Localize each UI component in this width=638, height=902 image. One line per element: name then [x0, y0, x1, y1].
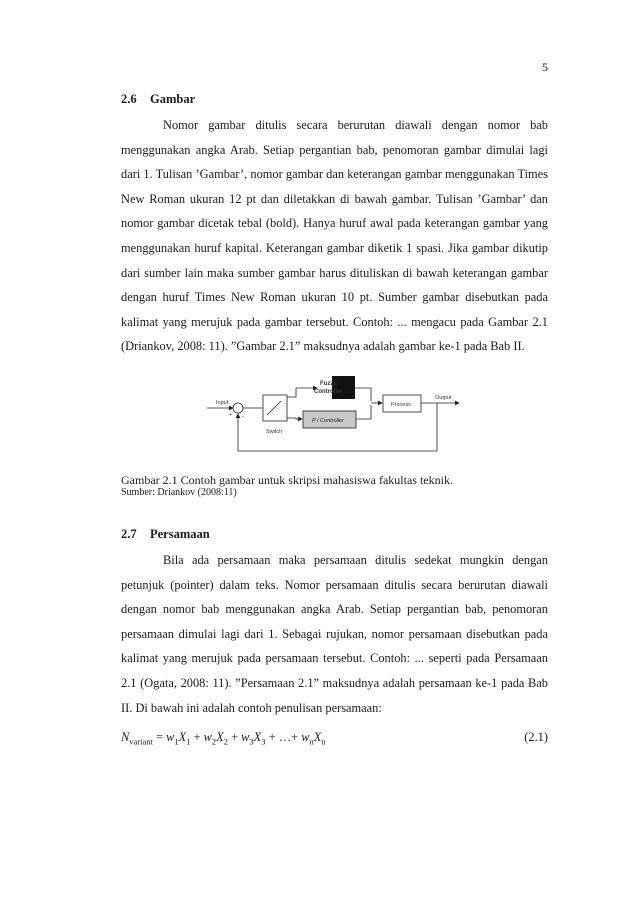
label-minus: -	[242, 413, 244, 420]
page-number: 5	[542, 60, 548, 74]
label-input: Input	[216, 399, 229, 406]
eq-var: X	[216, 730, 224, 745]
eq-sub: 1	[174, 736, 179, 747]
eq-sub: 3	[249, 736, 254, 747]
eq-weight: w	[301, 730, 310, 745]
label-fuzzy-2: Controller	[314, 388, 343, 395]
eq-sub: n	[309, 736, 314, 747]
eq-var: X	[178, 730, 187, 745]
eq-sub: 1	[186, 736, 191, 747]
eq-lhs-sub: variant	[129, 736, 153, 747]
section-number: 2.6	[121, 92, 137, 106]
paragraph-gambar: Nomor gambar ditulis secara berurutan diawali dengan nomor bab menggunakan angka Arab. Setiap pergantian bab, penomoran gambar dimulai lagi dari 1. Tulisan ’Gambar’, nomor gambar dan keterangan gambar menggunakan Times New Roman ukuran 12 pt dan diletakkan di bawah gambar. Tulisan ’Gambar’ dan nomor gambar dicetak tebal (bold). Hanya huruf awal pada keterangan gambar yang menggunakan huruf kapital. Keterangan gambar diketik 1 spasi. Jika gambar dikutip dari sumber lain maka sumber gambar harus dituliskan di bawah keterangan gambar dengan huruf Times New Roman ukuran 10 pt. Sumber gambar disebutkan pada kalimat yang merujuk pada gambar tersebut. Contoh: ... mengacu pada Gambar 2.1 (Driankov, 2008: 11). ”Gambar 2.1” maksudnya adalah gambar ke-1 pada Bab II.	[121, 118, 548, 354]
label-plus: +	[229, 411, 233, 418]
figure-block-diagram	[121, 371, 548, 463]
eq-weight: w	[203, 730, 212, 745]
eq-ellipsis: + …+	[268, 730, 299, 745]
paragraph-persamaan: Bila ada persamaan maka persamaan ditulis sedekat mungkin dengan petunjuk (pointer) dalam teks. Nomor persamaan ditulis secara berurutan diawali dengan nomor bab menggunakan angka Arab. Setiap pergantian bab, penomoran persamaan dimulai lagi dari 1. Sebagai rujukan, nomor persamaan disebutkan pada kalimat yang merujuk pada persamaan tersebut. Contoh: ... seperti pada Persamaan 2.1 (Ogata, 2008: 11). ”Persamaan 2.1” maksudnya adalah persamaan ke-1 pada Bab II. Di bawah ini adalah contoh penulisan persamaan:	[121, 552, 548, 715]
eq-lhs: N	[121, 730, 130, 745]
eq-weight: w	[241, 730, 250, 745]
switch-to-fuzzy-line	[287, 388, 317, 397]
label-process: Process	[391, 401, 411, 408]
eq-sub: 2	[211, 736, 217, 747]
figure-source: Sumber: Driankov (2008:11)	[121, 486, 237, 498]
section-number: 2.7	[121, 526, 137, 541]
page-content	[121, 88, 548, 748]
summing-junction	[233, 403, 243, 413]
figure-caption: Gambar 2.1 Contoh gambar untuk skripsi mahasiswa fakultas teknik.	[121, 472, 453, 487]
equation: $N_{variant} = w_1X_1 + w_2X_2 + w_3X_3$ + …+ $w_nX_n$	[121, 730, 326, 747]
label-fuzzy-1: Fuzzy	[320, 380, 337, 387]
block-diagram	[121, 371, 548, 463]
switch-to-pi-line	[287, 418, 302, 419]
equation-row	[121, 726, 548, 748]
section-title: Persamaan	[150, 526, 210, 541]
eq-var: X	[253, 730, 262, 745]
pi-output-line	[356, 405, 371, 419]
label-pi: P I Controller	[312, 417, 344, 424]
eq-weight: w	[166, 730, 175, 745]
equation-number: (2.1)	[524, 730, 548, 745]
section-heading-persamaan	[121, 523, 548, 545]
eq-sub: n	[321, 736, 326, 747]
section-heading-gambar	[121, 88, 548, 110]
section-title: Gambar	[150, 92, 196, 106]
eq-equals: =	[155, 730, 163, 745]
fuzzy-output-line	[355, 388, 371, 401]
eq-var: X	[313, 730, 322, 745]
fuzzy-controller-box	[332, 376, 355, 399]
eq-sub: 2	[223, 736, 228, 747]
label-output: Output	[435, 394, 452, 401]
label-switch: Switch	[266, 428, 283, 435]
switch-box	[263, 395, 287, 421]
eq-sub: 3	[261, 736, 266, 747]
